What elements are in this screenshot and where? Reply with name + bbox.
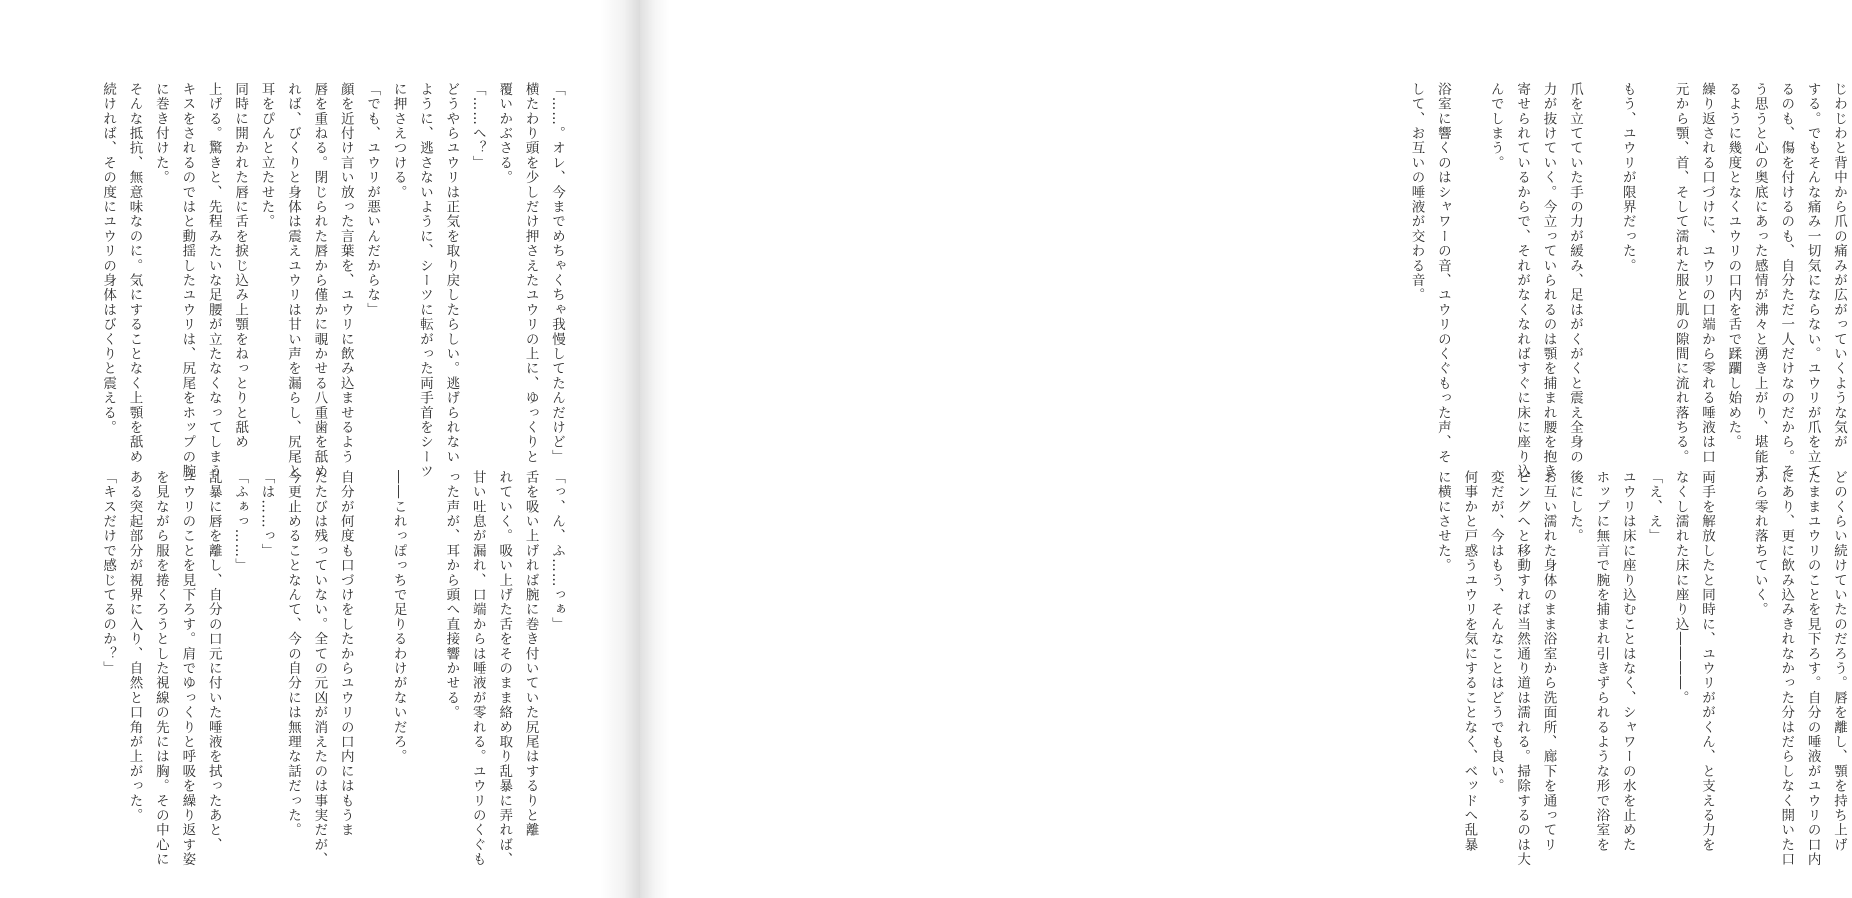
text-line: 舌を吸い上げれば腕に巻き付いていた尻尾はするりと離 (522, 470, 539, 838)
text-line: たままユウリのことを見下ろす。自分の唾液がユウリの口内 (1804, 470, 1821, 867)
text-line: から零れ落ちていく。 (1751, 470, 1768, 617)
text-line: キスをされるのではと動揺したユウリは、尻尾をホップの腕 (179, 82, 196, 479)
text-line: ホップに無言で腕を捕まれ引きずられるような形で浴室を (1593, 470, 1610, 853)
text-line: れていく。吸い上げた舌をそのまま絡め取り乱暴に弄れば、 (496, 470, 513, 867)
text-line: 上げる。驚きと、先程みたいな足腰が立たなくなってしまう (205, 82, 222, 479)
gutter-shadow-left (600, 0, 640, 898)
right-page-upper-text (1400, 82, 1852, 479)
text-line (1588, 82, 1614, 434)
text-line: 「キスだけで感じてるのか？」 (100, 470, 117, 676)
gutter-shadow-right (640, 0, 670, 898)
text-line: 乱暴に唇を離し、自分の口元に付いた唾液を拭ったあと、 (205, 470, 222, 853)
text-line: して、お互いの唾液が交わる音。 (1408, 82, 1425, 303)
text-line: 爪を立てていた手の力が緩み、足はがくがくと震え全身の (1566, 82, 1583, 465)
text-line: 自分が何度も口づけをしたからユウリの口内にはもうま (337, 470, 354, 838)
text-line: 覆いかぶさる。 (496, 82, 513, 185)
text-line: もう、ユウリが限界だった。 (1619, 82, 1636, 274)
text-line: 「っ、ん、ふ……っぁ」 (549, 470, 565, 632)
text-line: 顔を近付け言い放った言葉を、ユウリに飲み込ませるよう (337, 82, 354, 465)
text-line: に横にさせた。 (1434, 470, 1451, 573)
left-page-lower-text (88, 470, 570, 867)
text-line: じわじわと背中から爪の痛みが広がっていくような気が (1831, 82, 1847, 450)
text-line: 「でも、ユウリが悪いんだからな」 (364, 82, 381, 318)
text-line (412, 470, 438, 822)
text-line: 同時に開かれた唇に舌を捩じ込み上顎をねっとりと舐め (232, 82, 249, 450)
text-line: れば、びくりと身体は震えユウリは甘い声を漏らし、尻尾と (284, 82, 301, 479)
text-line: を見ながら服を捲くろうとした視線の先には胸。その中心に (152, 470, 169, 867)
text-line: 何事かと戸惑うユウリを気にすることなく、ベッドへ乱暴 (1461, 470, 1478, 853)
text-line: 横たわり頭を少しだけ押さえたユウリの上に、ゆっくりと (522, 82, 539, 465)
text-line: 「は……っ」 (258, 470, 275, 559)
text-line: 浴室に響くのはシャワーの音、ユウリのくぐもった声、そ (1434, 82, 1451, 465)
text-line: 今更止めることなんて、今の自分には無理な話だった。 (284, 470, 301, 838)
text-line: 変だが、今はもう、そんなことはどうでも良い。 (1487, 470, 1504, 794)
text-line: どのくらい続けていたのだろう。唇を離し、顎を持ち上げ (1831, 470, 1847, 853)
text-line: う思うと心の奥底にあった感情が沸々と湧き上がり、堪能す (1751, 82, 1768, 479)
text-line: そんな抵抗、無意味なのに。気にすることなく上顎を舐め (126, 82, 143, 465)
text-line: 「……へ？」 (469, 82, 486, 171)
text-line (1456, 82, 1482, 434)
text-line: るのも、傷を付けるのも、自分ただ一人だけなのだから。そ (1778, 82, 1795, 479)
text-line: たたびは残っていない。全ての元凶が消えたのは事実だが、 (311, 470, 328, 867)
text-line: 「ふぁっ……」 (232, 470, 249, 573)
text-line: るように幾度となくユウリの口内を舌で蹂躙し始めた。 (1725, 82, 1742, 450)
text-line: 寄せられているからで、それがなくなればすぐに床に座り込 (1514, 82, 1531, 479)
text-line: お互い濡れた身体のまま浴室から洗面所、廊下を通ってリ (1540, 470, 1557, 853)
text-line: する。でもそんな痛み一切気にならない。ユウリが爪を立て (1804, 82, 1821, 479)
text-line: 後にした。 (1566, 470, 1583, 544)
text-line (359, 470, 385, 822)
text-line: 甘い吐息が漏れ、口端からは唾液が零れる。ユウリのくぐも (469, 470, 486, 867)
text-line: 唇を重ねる。閉じられた唇から僅かに覗かせる八重歯を舐め (311, 82, 328, 479)
left-page (0, 0, 640, 898)
text-line: 繰り返される口づけに、ユウリの口端から零れる唾液は口 (1698, 82, 1715, 465)
text-line: 続ければ、その度にユウリの身体はびくりと震える。 (100, 82, 117, 435)
text-line: 「……。オレ、今までめちゃくちゃ我慢してたんだけど」 (549, 82, 565, 465)
text-line (1641, 82, 1667, 434)
text-line: ユウリのことを見下ろす。肩でゆっくりと呼吸を繰り返す姿 (179, 470, 196, 867)
text-line: ユウリは床に座り込むことはなく、シャワーの水を止めた (1619, 470, 1636, 853)
text-line: なくし濡れた床に座り込――――。 (1672, 470, 1689, 706)
text-line: ある突起部分が視界に入り、自然と口角が上がった。 (126, 470, 143, 823)
text-line: 力が抜けていく。今立っていられるのは顎を捕まれ腰を抱き (1540, 82, 1557, 479)
text-line: った声が、耳から頭へ直接響かせる。 (443, 470, 460, 720)
right-page-lower-text (1400, 470, 1852, 867)
text-line: に巻き付けた。 (152, 82, 169, 185)
text-line: んでしまう。 (1487, 82, 1504, 171)
text-line: ――これっぽっちで足りるわけがないだろ。 (390, 470, 407, 764)
text-line: 両手を解放したと同時に、ユウリががくん、と支える力を (1698, 470, 1715, 853)
text-line: ビングへと移動すれば当然通り道は濡れる。掃除するのは大 (1514, 470, 1531, 867)
text-line: 元から顎、首、そして濡れた服と肌の隙間に流れ落ちる。 (1672, 82, 1689, 465)
text-line: 「え、え」 (1646, 470, 1663, 544)
text-line: 耳をぴんと立たせた。 (258, 82, 275, 229)
text-line: ように、逃さないように、シーツに転がった両手首をシーツ (416, 82, 433, 479)
left-page-upper-text (88, 82, 570, 479)
text-line: にあり、更に飲み込みきれなかった分はだらしなく開いた口 (1778, 470, 1795, 867)
text-line: どうやらユウリは正気を取り戻したらしい。逃げられない (443, 82, 460, 465)
text-line: に押さえつける。 (390, 82, 407, 200)
text-line (1720, 470, 1746, 822)
right-page (640, 0, 1847, 898)
